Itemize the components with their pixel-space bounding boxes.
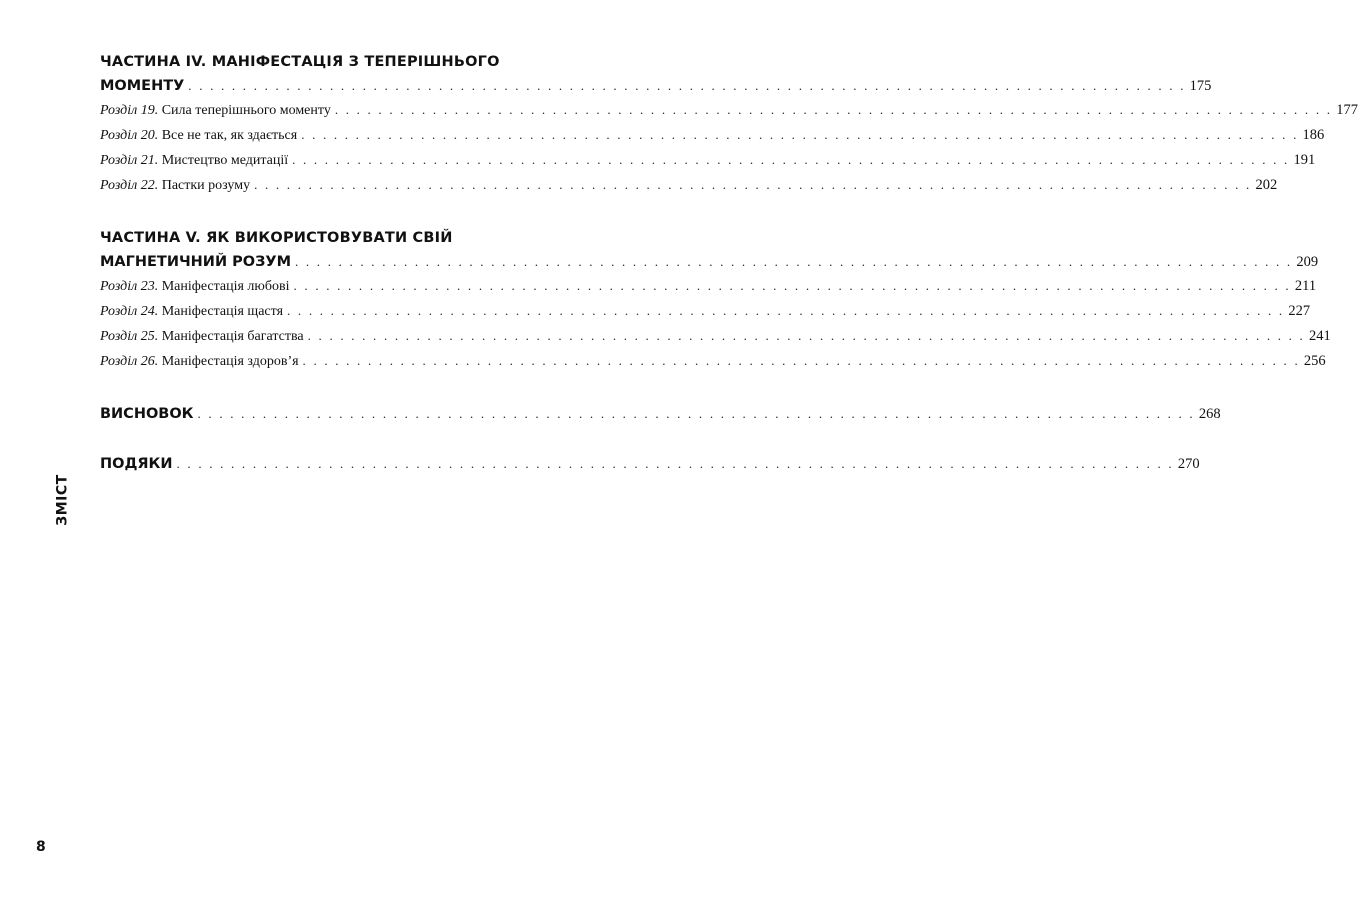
part-4-page: 175	[1189, 78, 1212, 94]
thanks-entry	[100, 452, 1200, 476]
chapter-title: Сила теперішнього моменту	[161, 103, 331, 118]
dot-leader: . . . . . . . . . . . . . . . . . . . . . . . . . . . . . . . . . . . . . . . . . . . . . . . . . . . . . . . . . . . . . . . . . . . . . . . . . . . . . . . . . . . . . . . . . . . .	[301, 127, 1299, 142]
chapter-title: Все не так, як здається	[161, 128, 298, 143]
dot-leader: . . . . . . . . . . . . . . . . . . . . . . . . . . . . . . . . . . . . . . . . . . . . . . . . . . . . . . . . . . . . . . . . . . . . . . . . . . . . . . . . . . . . . . . . . . . .	[293, 278, 1291, 293]
chapter-25-entry	[100, 324, 1331, 349]
part-5-section	[100, 226, 1331, 374]
chapter-20-entry	[100, 123, 1325, 148]
chapter-page: 211	[1294, 278, 1317, 294]
part-4-entry	[100, 74, 1212, 98]
dot-leader: . . . . . . . . . . . . . . . . . . . . . . . . . . . . . . . . . . . . . . . . . . . . . . . . . . . . . . . . . . . . . . . . . . . . . . . . . . . . . . . . . . . . . . . . . . . .	[197, 406, 1195, 421]
part-4-section	[100, 50, 1358, 198]
dot-leader: . . . . . . . . . . . . . . . . . . . . . . . . . . . . . . . . . . . . . . . . . . . . . . . . . . . . . . . . . . . . . . . . . . . . . . . . . . . . . . . . . . . . . . . . . . . .	[302, 353, 1300, 368]
dot-leader: . . . . . . . . . . . . . . . . . . . . . . . . . . . . . . . . . . . . . . . . . . . . . . . . . . . . . . . . . . . . . . . . . . . . . . . . . . . . . . . . . . . . . . . . . . . .	[176, 456, 1174, 471]
dot-leader: . . . . . . . . . . . . . . . . . . . . . . . . . . . . . . . . . . . . . . . . . . . . . . . . . . . . . . . . . . . . . . . . . . . . . . . . . . . . . . . . . . . . . . . . . . . .	[188, 78, 1186, 93]
chapter-label: Розділ 22.	[100, 178, 159, 193]
chapter-page: 227	[1288, 303, 1311, 319]
chapter-label: Розділ 25.	[100, 329, 159, 344]
chapter-page: 241	[1309, 328, 1331, 344]
dot-leader: . . . . . . . . . . . . . . . . . . . . . . . . . . . . . . . . . . . . . . . . . . . . . . . . . . . . . . . . . . . . . . . . . . . . . . . . . . . . . . . . . . . . . . . . . . . .	[334, 102, 1333, 117]
dot-leader: . . . . . . . . . . . . . . . . . . . . . . . . . . . . . . . . . . . . . . . . . . . . . . . . . . . . . . . . . . . . . . . . . . . . . . . . . . . . . . . . . . . . . . . . . . . .	[292, 152, 1290, 167]
chapter-19-entry	[100, 98, 1358, 123]
chapter-page: 186	[1302, 127, 1325, 143]
dot-leader: . . . . . . . . . . . . . . . . . . . . . . . . . . . . . . . . . . . . . . . . . . . . . . . . . . . . . . . . . . . . . . . . . . . . . . . . . . . . . . . . . . . . . . . . . . . .	[254, 177, 1252, 192]
chapter-23-entry	[100, 274, 1317, 299]
part-4-title-line1: ЧАСТИНА IV. МАНІФЕСТАЦІЯ З ТЕПЕРІШНЬОГО	[100, 54, 500, 70]
dot-leader: . . . . . . . . . . . . . . . . . . . . . . . . . . . . . . . . . . . . . . . . . . . . . . . . . . . . . . . . . . . . . . . . . . . . . . . . . . . . . . . . . . . . . . . . . . . .	[307, 328, 1305, 343]
part-4-title-line2: МОМЕНТУ	[100, 78, 185, 94]
page-number: 8	[36, 839, 46, 855]
chapter-title: Пастки розуму	[161, 178, 251, 193]
chapter-page: 256	[1303, 353, 1326, 369]
part-5-entry	[100, 250, 1319, 274]
conclusion-title: ВИСНОВОК	[100, 406, 194, 422]
part-5-title-line2: МАГНЕТИЧНИЙ РОЗУМ	[100, 254, 291, 270]
chapter-24-entry	[100, 299, 1311, 324]
chapter-label: Розділ 24.	[100, 304, 159, 319]
chapter-title: Маніфестація багатства	[161, 329, 304, 344]
chapter-label: Розділ 23.	[100, 279, 159, 294]
chapter-26-entry	[100, 349, 1326, 374]
thanks-page: 270	[1177, 456, 1200, 472]
part-5-page: 209	[1296, 254, 1319, 270]
chapter-22-entry	[100, 173, 1278, 198]
thanks-title: ПОДЯКИ	[100, 456, 173, 472]
dot-leader: . . . . . . . . . . . . . . . . . . . . . . . . . . . . . . . . . . . . . . . . . . . . . . . . . . . . . . . . . . . . . . . . . . . . . . . . . . . . . . . . . . . . . . . . . . . .	[287, 303, 1285, 318]
chapter-title: Маніфестація любові	[161, 279, 290, 294]
chapter-page: 202	[1255, 177, 1278, 193]
chapter-title: Мистецтво медитації	[161, 153, 289, 168]
chapter-label: Розділ 19.	[100, 103, 159, 118]
chapter-page: 191	[1293, 152, 1316, 168]
conclusion-page: 268	[1198, 406, 1221, 422]
chapter-label: Розділ 26.	[100, 354, 159, 369]
side-running-head: ЗМІСТ	[54, 474, 71, 526]
table-of-contents	[100, 50, 1358, 476]
chapter-label: Розділ 21.	[100, 153, 159, 168]
chapter-title: Маніфестація здоров’я	[161, 354, 299, 369]
chapter-title: Маніфестація щастя	[161, 304, 284, 319]
dot-leader: . . . . . . . . . . . . . . . . . . . . . . . . . . . . . . . . . . . . . . . . . . . . . . . . . . . . . . . . . . . . . . . . . . . . . . . . . . . . . . . . . . . . . . . . . . . .	[295, 254, 1293, 269]
conclusion-entry	[100, 402, 1221, 426]
chapter-21-entry	[100, 148, 1316, 173]
part-5-title-line1: ЧАСТИНА V. ЯК ВИКОРИСТОВУВАТИ СВІЙ	[100, 230, 453, 246]
chapter-label: Розділ 20.	[100, 128, 159, 143]
chapter-page: 177	[1336, 102, 1358, 118]
